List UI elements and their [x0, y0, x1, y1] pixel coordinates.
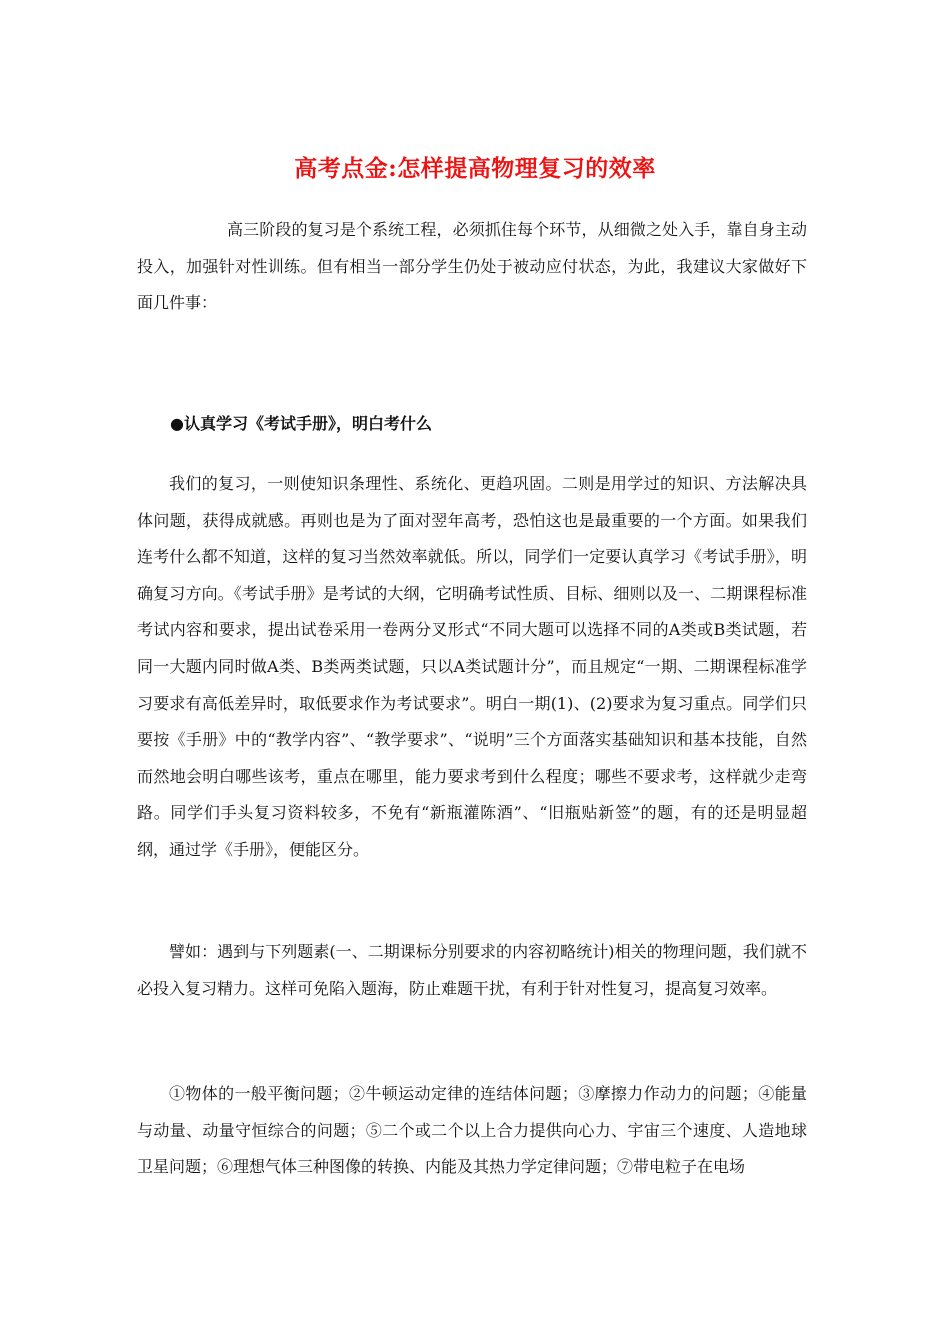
intro-paragraph: 高三阶段的复习是个系统工程，必须抓住每个环节，从细微之处入手，靠自身主动投入，加强针对性训练。但有相当一部分学生仍处于被动应付状态，为此，我建议大家做好下面几件事：	[137, 220, 807, 313]
body-paragraph: 我们的复习，一则使知识条理性、系统化、更趋巩固。二则是用学过的知识、方法解决具体问题，获得成就感。再则也是为了面对翌年高考，恐怕这也是最重要的一个方面。如果我们连考什么都不知道，这样的复习当然效率就低。所以，同学们一定要认真学习《考试手册》，明确复习方向。《考试手册》是考试的大纲，它明确考试性质、目标、细则以及一、二期课程标准考试内容和要求，提出试卷采用一卷两分叉形式“不同大题可以选择不同的A类或B类试题，若同一大题内同时做A类、B类两类试题，只以A类试题计分”，而且规定“一期、二期课程标准学习要求有高低差异时，取低要求作为考试要求”。明白一期(1)、(2)要求为复习重点。同学们只要按《手册》中的“教学内容”、“教学要求”、“说明”三个方面落实基础知识和基本技能，自然而然地会明白哪些该考，重点在哪里，能力要求考到什么程度；哪些不要求考，这样就少走弯路。同学们手头复习资料较多，不免有“新瓶灌陈酒”、“旧瓶贴新签”的题，有的还是明显超纲，通过学《手册》，便能区分。	[137, 474, 807, 859]
document-title: 高考点金:怎样提高物理复习的效率	[294, 155, 656, 182]
body-paragraph: 譬如：遇到与下列题素(一、二期课标分别要求的内容初略统计)相关的物理问题，我们就不必投入复习精力。这样可免陷入题海，防止难题干扰，有利于针对性复习，提高复习效率。	[137, 942, 807, 998]
body-paragraph: ①物体的一般平衡问题；②牛顿运动定律的连结体问题；③摩擦力作动力的问题；④能量与动量、动量守恒综合的问题；⑤二个或二个以上合力提供向心力、宇宙三个速度、人造地球卫星问题；⑥理想气体三种图像的转换、内能及其热力学定律问题；⑦带电粒子在电场	[137, 1084, 807, 1177]
section-heading: ●认真学习《考试手册》，明白考什么	[170, 414, 432, 433]
